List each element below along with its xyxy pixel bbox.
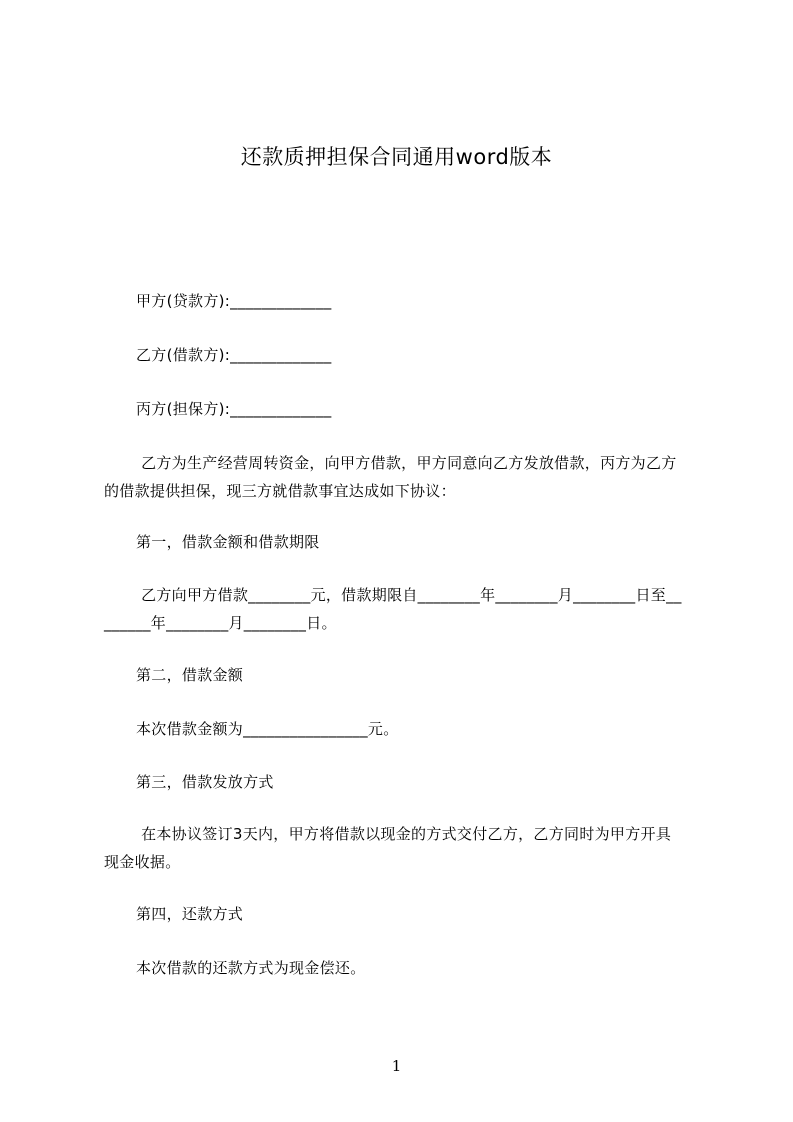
party-b-line: 乙方(借款方):_____________ xyxy=(136,346,332,364)
party-c-line: 丙方(担保方):_____________ xyxy=(136,400,332,418)
party-a-line: 甲方(贷款方):_____________ xyxy=(136,292,332,310)
section-3-line-2: 现金收据。 xyxy=(104,853,181,871)
section-1-line-2: ______年________月________日。 xyxy=(104,614,337,632)
section-1-heading: 第一，借款金额和借款期限 xyxy=(136,533,320,551)
section-2-body: 本次借款金额为________________元。 xyxy=(136,720,399,738)
intro-paragraph-line-1: 乙方为生产经营周转资金，向甲方借款，甲方同意向乙方发放借款，丙方为乙方 xyxy=(136,454,677,472)
page-number: 1 xyxy=(391,1057,402,1075)
section-4-heading: 第四，还款方式 xyxy=(136,905,244,923)
document-title: 还款质押担保合同通用word版本 xyxy=(240,145,553,169)
intro-paragraph-line-2: 的借款提供担保，现三方就借款事宜达成如下协议： xyxy=(104,482,456,500)
section-3-line-1: 在本协议签订3天内，甲方将借款以现金的方式交付乙方，乙方同时为甲方开具 xyxy=(136,825,672,843)
section-1-line-1: 乙方向甲方借款________元，借款期限自________年________月________日至__ xyxy=(136,586,682,604)
section-4-body: 本次借款的还款方式为现金偿还。 xyxy=(136,959,366,977)
section-3-heading: 第三，借款发放方式 xyxy=(136,773,274,791)
section-2-heading: 第二，借款金额 xyxy=(136,666,244,684)
